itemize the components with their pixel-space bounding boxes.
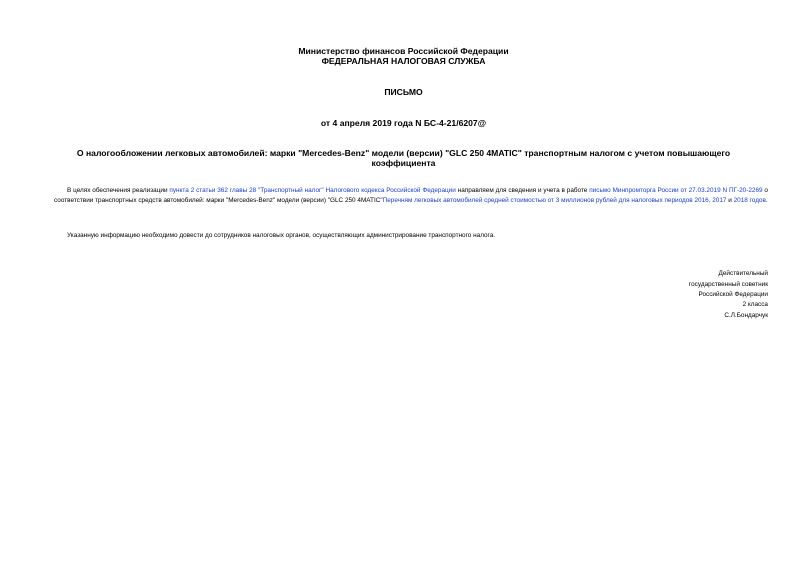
paragraph-text: направляем для сведения и учета в работе <box>455 187 590 194</box>
paragraph-text: В целях обеспечения реализации <box>67 187 170 194</box>
paragraph-text: . <box>765 197 768 204</box>
signature-rank-line: Действительный <box>718 270 768 277</box>
paragraph-text: и <box>726 197 734 204</box>
service-name: ФЕДЕРАЛЬНАЯ НАЛОГОВАЯ СЛУЖБА <box>321 56 486 66</box>
tax-code-link[interactable]: пункта 2 статьи 362 главы 28 "Транспортный налог" Налогового кодекса Российской Федерации <box>169 187 456 194</box>
car-list-2018-link[interactable]: 2018 годов <box>733 197 766 204</box>
document-subject: О налогообложении легковых автомобилей: марки "Mercedes-Benz" модели (версии) "GLC 250 4MATIC" транспортным налогом с учетом повышающего <box>76 148 731 158</box>
paragraph-text: Указанную информацию необходимо довести до сотрудников налоговых органов, осуществляющих администрирование транспортного налога. <box>67 232 496 239</box>
signature-rank-line: государственный советник <box>688 281 768 288</box>
signature-rank-line: 2 класса <box>742 301 768 308</box>
minpromtorg-letter-link[interactable]: письмо Минпромторга России от 27.03.2019 N ПГ-20-2269 <box>589 187 763 194</box>
document-date-number: от 4 апреля 2019 года N БС-4-21/6207@ <box>320 118 487 128</box>
document-type: ПИСЬМО <box>384 87 423 97</box>
ministry-name: Министерство финансов Российской Федерации <box>298 46 509 56</box>
car-list-link[interactable]: Перечням легковых автомобилей средней стоимостью от 3 миллионов рублей для налоговых периодов 2016, 2017 <box>382 197 727 204</box>
document-subject-continued: коэффициента <box>371 158 436 168</box>
signature-rank-line: Российской Федерации <box>698 291 768 298</box>
paragraph-text: о соответствии транспортных средств автомобилей: марки "Mercedes-Benz" модели (версии) "GLC 250 4MATIC" <box>54 187 768 204</box>
signatory-name: С.Л.Бондарчук <box>724 312 768 319</box>
paragraph-main <box>54 186 768 206</box>
paragraph-instruction <box>54 231 768 241</box>
